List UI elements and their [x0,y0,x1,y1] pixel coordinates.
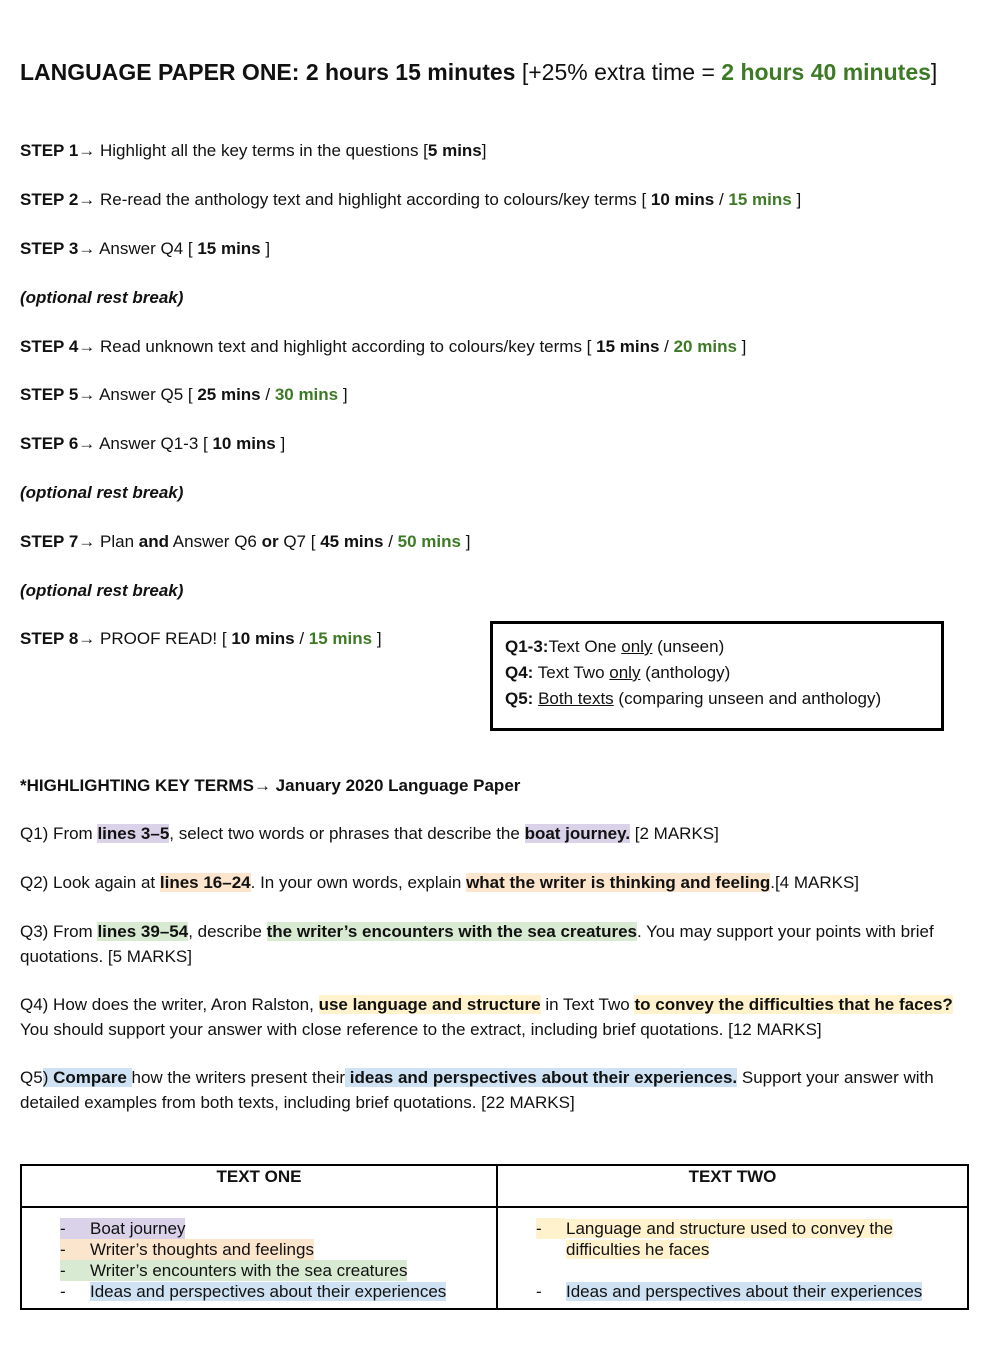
step-time: 10 mins [231,629,295,648]
question-marks: . You may support your points with brief quotations. [5 MARKS] [20,922,934,966]
list-item [60,1260,407,1281]
list-item-text: Writer’s encounters with the sea creatures [90,1261,408,1280]
question-5 [20,1065,970,1115]
step-label: STEP 7 [20,532,79,551]
question-text: Q3) From [20,922,98,941]
list-item [60,1239,314,1260]
arrow-icon: → [78,190,96,209]
question-text: Q5 [20,1068,43,1087]
rest-break-1: (optional rest break) [20,288,184,307]
key-question: Q4: [505,663,534,682]
highlight-term: lines 39–54 [97,922,189,941]
key-text: Text One [548,637,622,656]
step-2 [20,189,801,211]
bracket: ] [481,141,487,160]
key-line-q4 [505,662,730,684]
question-text: Q1) From [20,824,98,843]
bracket: ] [736,337,747,356]
separator: / [260,385,275,404]
step-3 [20,238,270,260]
key-note: (unseen) [652,637,725,656]
step-time: 25 mins [197,385,261,404]
key-note: (comparing unseen and anthology) [613,689,882,708]
dash: - [536,1218,566,1239]
step-text: Q7 [ [278,532,321,551]
question-marks: .[4 MARKS] [770,873,860,892]
step-7 [20,531,470,553]
page-title [20,59,937,86]
question-2 [20,870,970,895]
dash: - [60,1282,66,1301]
step-text: Highlight all the key terms in the questions [ [95,141,428,160]
step-time: 15 mins [596,337,660,356]
question-marks: You should support your answer with close reference to the extract, including brief quotations. [12 MARKS] [20,1020,822,1039]
question-text: how the writers present their [131,1068,346,1087]
highlight-term: the writer’s encounters with the sea creatures [266,922,637,941]
separator: / [659,337,674,356]
question-text: , describe [188,922,267,941]
highlight-term: use language and structure [318,995,541,1014]
column-header-text-two: TEXT TWO [497,1165,968,1207]
question-3 [20,919,970,969]
list-item [536,1218,893,1239]
key-question: Q5: [505,689,534,708]
bracket: ] [791,190,802,209]
step-text: PROOF READ! [ [95,629,232,648]
step-label: STEP 1 [20,141,79,160]
bracket: ] [260,239,271,258]
step-text: Answer Q4 [ [95,239,198,258]
bracket: ] [372,629,382,648]
title-extra-suffix: ] [930,59,938,85]
highlight-term: what the writer is thinking and feeling [466,873,771,892]
step-time: 45 mins [320,532,384,551]
list-item-text: Language and structure used to convey the [566,1219,894,1238]
step-4 [20,336,746,358]
list-item-text: difficulties he faces [566,1240,710,1259]
step-time: 10 mins [212,434,276,453]
step-text: Read unknown text and highlight according to colours/key terms [ [95,337,597,356]
key-line-q5 [505,688,881,710]
separator: / [714,190,729,209]
arrow-icon: → [78,141,96,160]
highlight-term: to convey the difficulties that he faces? [634,995,953,1014]
question-text: in Text Two [540,995,635,1014]
list-item [536,1281,922,1302]
question-text: Q2) Look again at [20,873,160,892]
key-text: Text Two [533,663,610,682]
rest-break-2: (optional rest break) [20,483,184,502]
bracket: ] [338,385,348,404]
question-1 [20,821,970,846]
step-time: 5 mins [427,141,482,160]
step-8 [20,628,382,650]
rest-break-3: (optional rest break) [20,581,184,600]
arrow-icon: → [78,239,96,258]
step-label: STEP 6 [20,434,79,453]
step-5 [20,384,348,406]
text-two-cell [497,1207,968,1309]
step-extra-time: 30 mins [274,385,339,404]
highlight-term: ideas and perspectives about their experiences. [345,1068,738,1087]
separator: / [383,532,398,551]
question-4 [20,992,970,1042]
list-item-text: Writer’s thoughts and feelings [90,1240,314,1259]
step-text: Answer Q5 [ [95,385,198,404]
heading-text: *HIGHLIGHTING KEY TERMS [20,776,254,795]
title-extra-value: 2 hours 40 minutes [721,59,931,85]
step-extra-time: 20 mins [673,337,737,356]
table-header-row [21,1165,968,1207]
step-label: STEP 5 [20,385,79,404]
arrow-icon: → [78,434,96,453]
question-text: ) [42,1068,49,1087]
title-duration: 2 hours 15 minutes [305,59,516,85]
question-marks: [2 MARKS] [630,824,719,843]
key-line-q1-3 [505,636,724,658]
question-text: , select two words or phrases that describe the [169,824,525,843]
step-extra-time: 50 mins [397,532,461,551]
title-main: LANGUAGE PAPER ONE: [20,59,300,85]
list-item-text: Boat journey [90,1219,186,1238]
step-text: Plan [95,532,139,551]
step-6 [20,433,285,455]
dash: - [60,1261,66,1280]
column-header-text-one: TEXT ONE [21,1165,497,1207]
step-label: STEP 8 [20,629,79,648]
dash: - [60,1219,66,1238]
arrow-icon: → [253,776,271,795]
text-key-table [20,1164,969,1310]
arrow-icon: → [78,532,96,551]
step-text: Answer Q6 [169,532,262,551]
step-label: STEP 3 [20,239,79,258]
key-question: Q1-3: [505,637,549,656]
dash: - [60,1240,66,1259]
bracket: ] [275,434,286,453]
step-extra-time: 15 mins [308,629,373,648]
table-row [21,1207,968,1309]
list-item-text: Ideas and perspectives about their experiences [566,1282,923,1301]
title-extra-prefix: [+25% extra time = [521,59,722,85]
step-time: 15 mins [197,239,261,258]
highlight-term: boat journey. [524,824,631,843]
separator: / [294,629,309,648]
highlight-term: lines 16–24 [159,873,251,892]
bracket: ] [460,532,471,551]
step-time: 10 mins [650,190,715,209]
highlighting-heading [20,775,520,797]
step-label: STEP 2 [20,190,79,209]
list-item [60,1281,446,1302]
list-item-continuation [536,1239,709,1260]
highlight-term: Compare [48,1068,132,1087]
step-text: Re-read the anthology text and highlight according to colours/key terms [ [95,190,651,209]
highlight-term: lines 3–5 [97,824,170,843]
question-text-key-box [490,621,944,731]
dash: - [536,1282,542,1301]
key-note: (anthology) [640,663,731,682]
question-text: Q4) How does the writer, Aron Ralston, [20,995,319,1014]
step-label: STEP 4 [20,337,79,356]
question-marks: Support your answer with detailed examples from both texts, including brief quotations. [22 MARKS] [20,1068,934,1112]
key-underlined: only [621,637,653,656]
list-item-text: Ideas and perspectives about their experiences [90,1282,447,1301]
question-text: . In your own words, explain [250,873,467,892]
heading-paper: January 2020 Language Paper [270,776,521,795]
arrow-icon: → [78,385,96,404]
step-and: and [138,532,169,551]
list-item [60,1218,185,1239]
key-underlined: only [609,663,641,682]
step-1 [20,140,487,162]
key-underlined: Both texts [538,689,614,708]
arrow-icon: → [78,337,96,356]
step-text: Answer Q1-3 [ [95,434,213,453]
text-one-cell [21,1207,497,1309]
step-or: or [261,532,279,551]
step-extra-time: 15 mins [728,190,792,209]
arrow-icon: → [78,629,96,648]
